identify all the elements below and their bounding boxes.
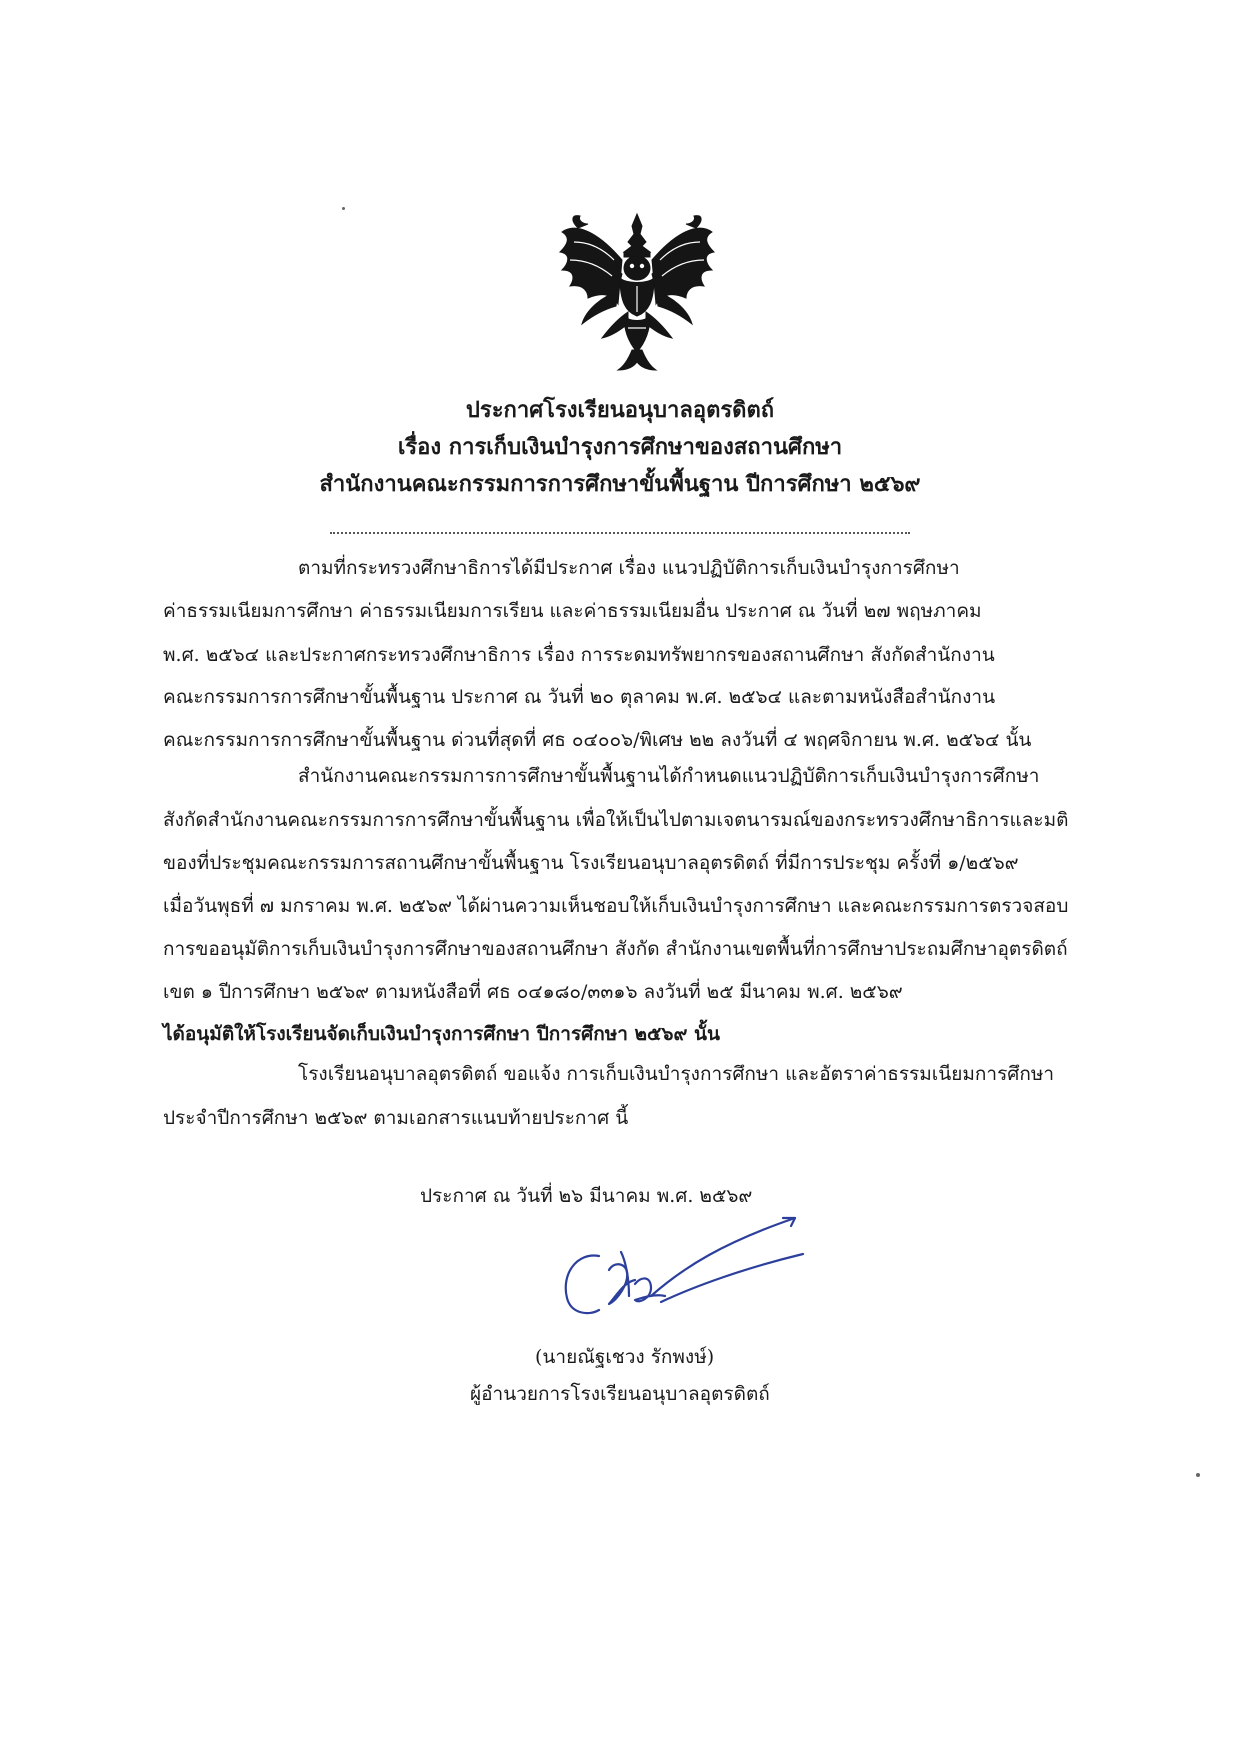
- paragraph-line: โรงเรียนอนุบาลอุตรดิตถ์ ขอแจ้ง การเก็บเงินบำรุงการศึกษา และอัตราค่าธรรมเนียมการศึกษา: [298, 1063, 1055, 1085]
- dotted-divider: [330, 532, 910, 534]
- announcement-subject: เรื่อง การเก็บเงินบำรุงการศึกษาของสถานศึกษา: [397, 434, 843, 460]
- paragraph-line: เขต ๑ ปีการศึกษา ๒๕๖๙ ตามหนังสือที่ ศธ ๐๔๑๘๐/๓๓๑๖ ลงวันที่ ๒๕ มีนาคม พ.ศ. ๒๕๖๙: [163, 981, 903, 1003]
- announcement-date: ประกาศ ณ วันที่ ๒๖ มีนาคม พ.ศ. ๒๕๖๙: [420, 1185, 753, 1207]
- paragraph-line: เมื่อวันพุธที่ ๗ มกราคม พ.ศ. ๒๕๖๙ ได้ผ่านความเห็นชอบให้เก็บเงินบำรุงการศึกษา และคณะกรรมการตรวจสอบ: [163, 895, 1069, 917]
- paragraph-line: ค่าธรรมเนียมการศึกษา ค่าธรรมเนียมการเรียน และค่าธรรมเนียมอื่น ประกาศ ณ วันที่ ๒๗ พฤษภาคม: [163, 600, 982, 622]
- announcement-agency-year: สำนักงานคณะกรรมการการศึกษาขั้นพื้นฐาน ปีการศึกษา ๒๕๖๙: [319, 471, 921, 497]
- paragraph-line: คณะกรรมการการศึกษาขั้นพื้นฐาน ประกาศ ณ วันที่ ๒๐ ตุลาคม พ.ศ. ๒๕๖๔ และตามหนังสือสำนักงาน: [163, 686, 996, 708]
- paragraph-line: ได้อนุมัติให้โรงเรียนจัดเก็บเงินบำรุงการศึกษา ปีการศึกษา ๒๕๖๙ นั้น: [163, 1023, 721, 1045]
- announcement-title: ประกาศโรงเรียนอนุบาลอุตรดิตถ์: [465, 397, 775, 423]
- paragraph-line: สังกัดสำนักงานคณะกรรมการการศึกษาขั้นพื้นฐาน เพื่อให้เป็นไปตามเจตนารมณ์ของกระทรวงศึกษาธิการและมติ: [163, 809, 1069, 831]
- handwritten-signature: [555, 1212, 805, 1332]
- paragraph-line: ของที่ประชุมคณะกรรมการสถานศึกษาขั้นพื้นฐาน โรงเรียนอนุบาลอุตรดิตถ์ ที่มีการประชุม ครั้งที่ ๑/๒๕๖๙: [163, 852, 1019, 874]
- scan-speck: [342, 207, 345, 210]
- paragraph-line: คณะกรรมการการศึกษาขั้นพื้นฐาน ด่วนที่สุดที่ ศธ ๐๔๐๐๖/พิเศษ ๒๒ ลงวันที่ ๔ พฤศจิกายน พ.ศ. ๒๕๖๔ นั้น: [163, 729, 1032, 751]
- scan-speck: [1196, 1473, 1200, 1477]
- garuda-emblem-icon: [558, 212, 716, 374]
- signer-title: ผู้อำนวยการโรงเรียนอนุบาลอุตรดิตถ์: [470, 1383, 770, 1405]
- signer-name: (นายณัฐเชวง รักพงษ์): [535, 1346, 715, 1368]
- paragraph-line: ประจำปีการศึกษา ๒๕๖๙ ตามเอกสารแนบท้ายประกาศ นี้: [163, 1107, 629, 1129]
- paragraph-line: พ.ศ. ๒๕๖๔ และประกาศกระทรวงศึกษาธิการ เรื่อง การระดมทรัพยากรของสถานศึกษา สังกัดสำนักงาน: [163, 644, 995, 666]
- paragraph-line: การขออนุมัติการเก็บเงินบำรุงการศึกษาของสถานศึกษา สังกัด สำนักงานเขตพื้นที่การศึกษาประถมศึกษาอุตรดิตถ์: [163, 938, 1068, 960]
- paragraph-line: สำนักงานคณะกรรมการการศึกษาขั้นพื้นฐานได้กำหนดแนวปฏิบัติการเก็บเงินบำรุงการศึกษา: [298, 765, 1040, 787]
- paragraph-line: ตามที่กระทรวงศึกษาธิการได้มีประกาศ เรื่อง แนวปฏิบัติการเก็บเงินบำรุงการศึกษา: [298, 557, 960, 579]
